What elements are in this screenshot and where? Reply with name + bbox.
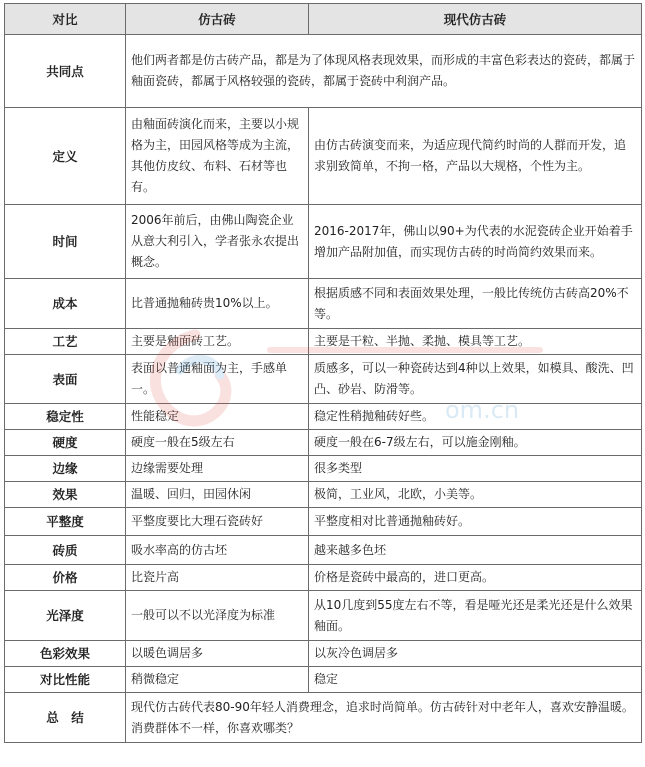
table-row [5,667,642,693]
row-label: 表面 [5,355,126,404]
table-row [5,456,642,482]
row-label: 边缘 [5,456,126,482]
cell-modern: 2016-2017年，佛山以90+为代表的水泥瓷砖企业开始着手增加产品附加值，而实现仿古砖的时尚简约效果而来。 [309,205,642,279]
cell-modern: 硬度一般在6-7级左右，可以施金刚釉。 [309,430,642,456]
cell-antique: 稍微稳定 [126,667,309,693]
table-row [5,430,642,456]
row-label: 稳定性 [5,404,126,430]
merged-cell: 现代仿古砖代表80-90年轻人消费理念，追求时尚简单。仿古砖针对中老年人，喜欢安静温暖。消费群体不一样，你喜欢哪类？ [126,693,642,743]
row-label: 硬度 [5,430,126,456]
row-label: 时间 [5,205,126,279]
table-row [5,404,642,430]
cell-modern: 稳定性稍抛釉砖好些。 [309,404,642,430]
header-modern-antique-tile: 现代仿古砖 [309,4,642,35]
cell-modern: 极简，工业风，北欧，小美等。 [309,482,642,508]
cell-modern: 根据质感不同和表面效果处理，一般比传统仿古砖高20%不等。 [309,279,642,329]
cell-modern: 平整度相对比普通抛釉砖好。 [309,508,642,536]
row-label: 对比性能 [5,667,126,693]
cell-antique: 硬度一般在5级左右 [126,430,309,456]
cell-modern: 由仿古砖演变而来，为适应现代简约时尚的人群而开发，追求别致简单，不拘一格，产品以大规格，个性为主。 [309,108,642,205]
comparison-table [4,3,642,743]
cell-antique: 比普通抛釉砖贵10%以上。 [126,279,309,329]
cell-antique: 由釉面砖演化而来，主要以小规格为主，田园风格等成为主流，其他仿皮纹、布料、石材等也有。 [126,108,309,205]
cell-antique: 表面以普通釉面为主，手感单一。 [126,355,309,404]
cell-modern: 质感多，可以一种瓷砖达到4种以上效果，如模具、酸洗、凹凸、砂岩、防滑等。 [309,355,642,404]
watermark-text: om.cn [445,396,520,424]
table-row [5,329,642,355]
cell-modern: 以灰冷色调居多 [309,641,642,667]
cell-antique: 以暖色调居多 [126,641,309,667]
cell-antique: 性能稳定 [126,404,309,430]
header-compare: 对比 [5,4,126,35]
row-label: 成本 [5,279,126,329]
merged-cell: 他们两者都是仿古砖产品，都是为了体现风格表现效果，而形成的丰富色彩表达的瓷砖，都属于釉面瓷砖，都属于风格较强的瓷砖，都属于瓷砖中利润产品。 [126,35,642,108]
row-label: 光泽度 [5,591,126,641]
row-label: 效果 [5,482,126,508]
cell-antique: 比瓷片高 [126,565,309,591]
cell-antique: 平整度要比大理石瓷砖好 [126,508,309,536]
cell-antique: 吸水率高的仿古坯 [126,536,309,565]
header-antique-tile: 仿古砖 [126,4,309,35]
table-row [5,205,642,279]
cell-antique: 一般可以不以光泽度为标准 [126,591,309,641]
table-row [5,641,642,667]
cell-antique: 主要是釉面砖工艺。 [126,329,309,355]
cell-antique: 边缘需要处理 [126,456,309,482]
row-label: 共同点 [5,35,126,108]
row-label: 价格 [5,565,126,591]
cell-modern: 稳定 [309,667,642,693]
table-row [5,108,642,205]
cell-modern: 价格是瓷砖中最高的，进口更高。 [309,565,642,591]
cell-modern: 主要是干粒、半抛、柔抛、模具等工艺。 [309,329,642,355]
row-label: 砖质 [5,536,126,565]
row-label: 总 结 [5,693,126,743]
row-label: 定义 [5,108,126,205]
table-row [5,35,642,108]
cell-antique: 2006年前后，由佛山陶瓷企业从意大利引入，学者张永农提出概念。 [126,205,309,279]
row-label: 工艺 [5,329,126,355]
cell-antique: 温暖、回归，田园休闲 [126,482,309,508]
table-row [5,591,642,641]
cell-modern: 从10几度到55度左右不等，看是哑光还是柔光还是什么效果釉面。 [309,591,642,641]
table-row [5,565,642,591]
cell-modern: 越来越多色坯 [309,536,642,565]
table-row [5,482,642,508]
row-label: 色彩效果 [5,641,126,667]
table-row [5,693,642,743]
table-row [5,536,642,565]
table-row [5,355,642,404]
cell-modern: 很多类型 [309,456,642,482]
row-label: 平整度 [5,508,126,536]
table-row [5,508,642,536]
table-row [5,279,642,329]
header-row [5,4,642,35]
